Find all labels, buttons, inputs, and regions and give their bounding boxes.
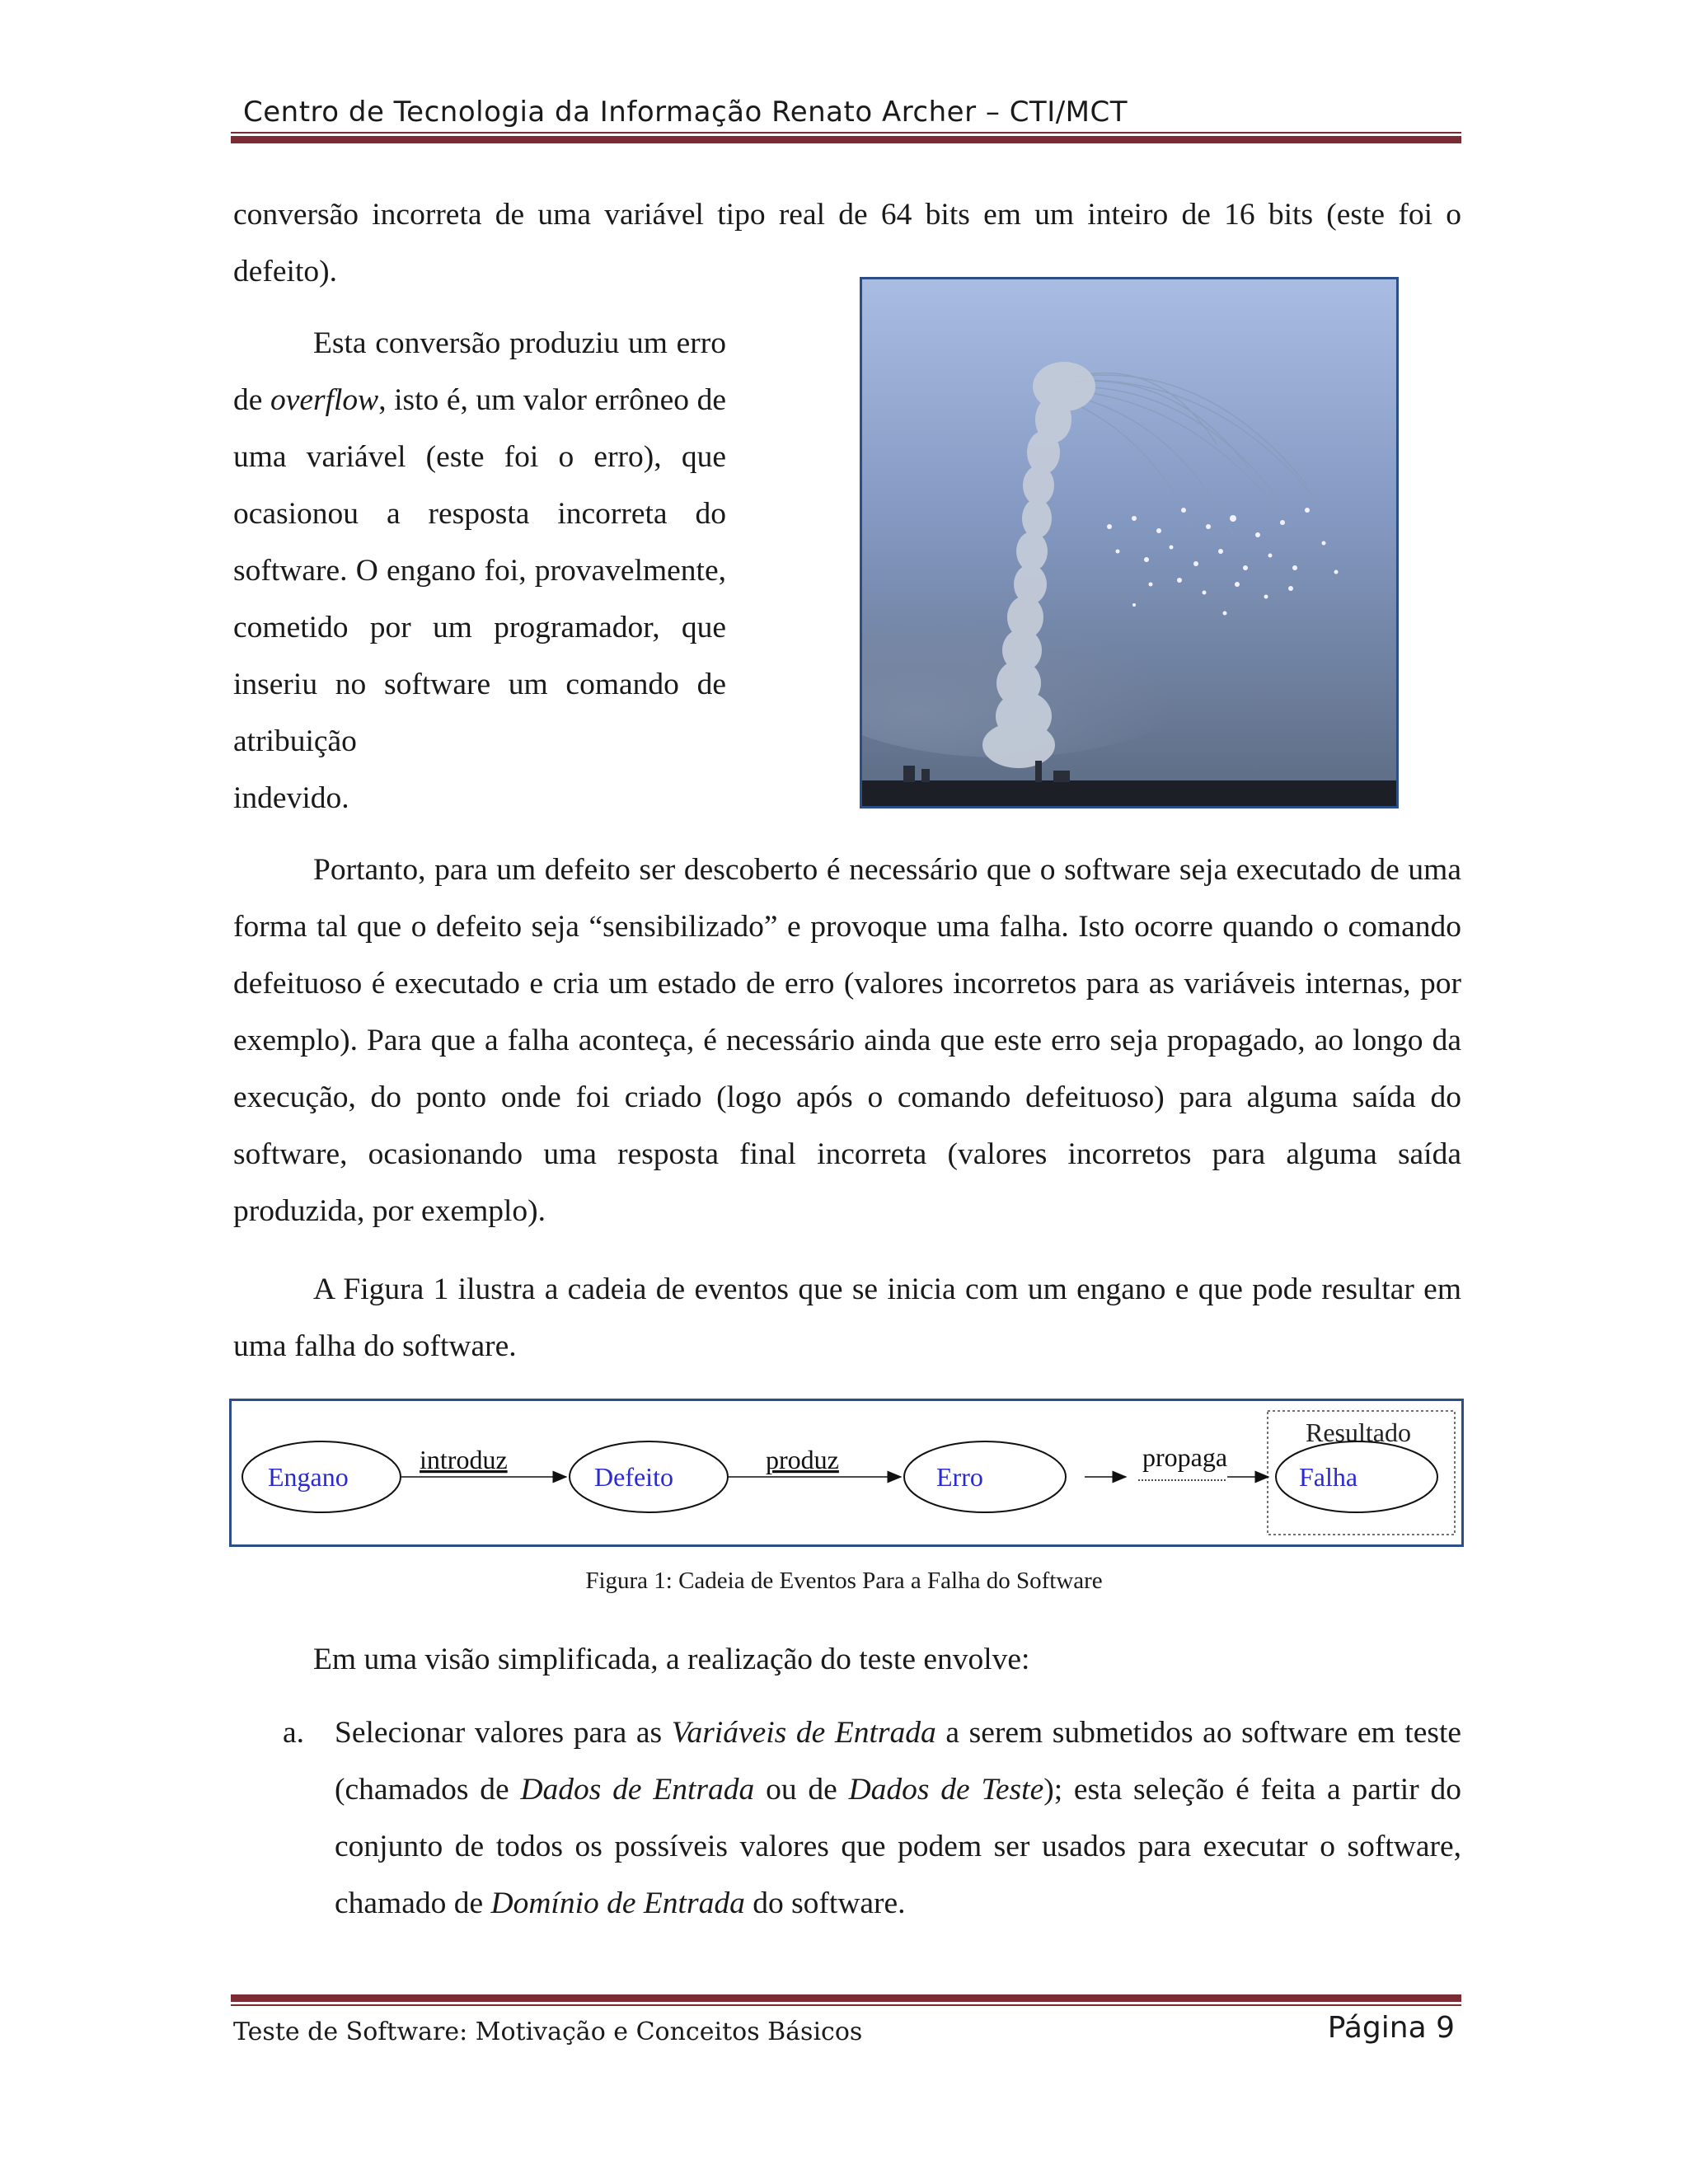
node-erro-label: Erro	[936, 1462, 983, 1492]
list-item-text	[335, 1704, 1461, 1932]
event-chain-diagram	[232, 1401, 1461, 1544]
list-text-2: a serem submetidos ao software em teste (chamados de	[335, 1716, 1462, 1807]
edge-propaga-label: propaga	[1142, 1442, 1228, 1472]
figure-caption: Figura 1: Cadeia de Eventos Para a Falha do Software	[585, 1568, 1103, 1594]
node-defeito-label: Defeito	[594, 1462, 673, 1492]
list-text-1: Selecionar valores para as	[335, 1716, 672, 1750]
paragraph-3-text: Portanto, para um defeito ser descoberto é necessário que o software seja executado de uma forma tal que o defeito seja “sensibilizado” e provoque uma falha. Isto ocorre quando o comando defeituoso é executado e cria um estado de erro (valores incorretos para as variáveis internas, por exemplo). Para que a falha aconteça, é necessário ainda que este erro seja propagado, ao longo da execução, do ponto onde foi criado (logo após o comando defeituoso) para alguma saída do software, ocasionando uma resposta final incorreta (valores incorretos para alguma saída produzida, por exemplo).	[233, 853, 1461, 1228]
node-engano-label: Engano	[268, 1462, 349, 1492]
footer-rule-thick	[231, 1994, 1461, 2002]
list-text-5: do software.	[744, 1886, 906, 1920]
list-italic-3: Dados de Teste	[848, 1773, 1044, 1807]
rocket-explosion-image	[862, 279, 1396, 806]
paragraph-1-text: conversão incorreta de uma variável tipo real de 64 bits em um inteiro de 16 bits (este foi o defeito).	[233, 198, 1461, 288]
footer-document-title: Teste de Software: Motivação e Conceitos Básicos	[233, 2018, 863, 2046]
header-rule-thin	[231, 132, 1461, 134]
rocket-explosion-photo	[860, 277, 1399, 808]
paragraph-5	[233, 1631, 1461, 1688]
list-marker: a.	[283, 1716, 305, 1750]
list-italic-2: Dados de Entrada	[520, 1773, 755, 1807]
paragraph-2-text-b: , isto é, um valor errôneo de uma variável (este foi o erro), que ocasionou a resposta incorreta do software. O engano foi, provavelmente, cometido por um programador, que inseriu no software um comando de atribuição	[233, 383, 726, 758]
paragraph-4	[233, 1261, 1461, 1375]
paragraph-2-italic: overflow	[270, 383, 379, 417]
edge-produz-label: produz	[766, 1445, 839, 1474]
node-falha-label: Falha	[1299, 1462, 1358, 1492]
footer-page-number: Página 9	[1327, 2011, 1455, 2045]
edge-introduz-label: introduz	[420, 1445, 508, 1474]
footer-rule-thin	[231, 2004, 1461, 2006]
list-text-4: ); esta seleção é feita a partir do conjunto de todos os possíveis valores que podem ser usados para executar o software, chamado de	[335, 1773, 1461, 1920]
event-chain-figure	[229, 1399, 1464, 1547]
paragraph-2	[233, 315, 726, 827]
page-header-title: Centro de Tecnologia da Informação Renato Archer – CTI/MCT	[243, 96, 1128, 129]
paragraph-5-text: Em uma visão simplificada, a realização do teste envolve:	[313, 1643, 1030, 1676]
header-rule-thick	[231, 136, 1461, 143]
paragraph-2-text-a: Esta conversão produziu um erro de	[233, 326, 726, 417]
paragraph-3	[233, 841, 1461, 1240]
node-erro	[904, 1441, 1066, 1512]
list-italic-1: Variáveis de Entrada	[671, 1716, 936, 1750]
list-text-3: ou de	[754, 1773, 849, 1807]
paragraph-2-tail: indevido.	[233, 781, 349, 815]
paragraph-4-text: A Figura 1 ilustra a cadeia de eventos que se inicia com um engano e que pode resultar em uma falha do software.	[233, 1272, 1461, 1363]
result-box-label: Resultado	[1306, 1418, 1411, 1447]
list-italic-4: Domínio de Entrada	[490, 1886, 745, 1920]
